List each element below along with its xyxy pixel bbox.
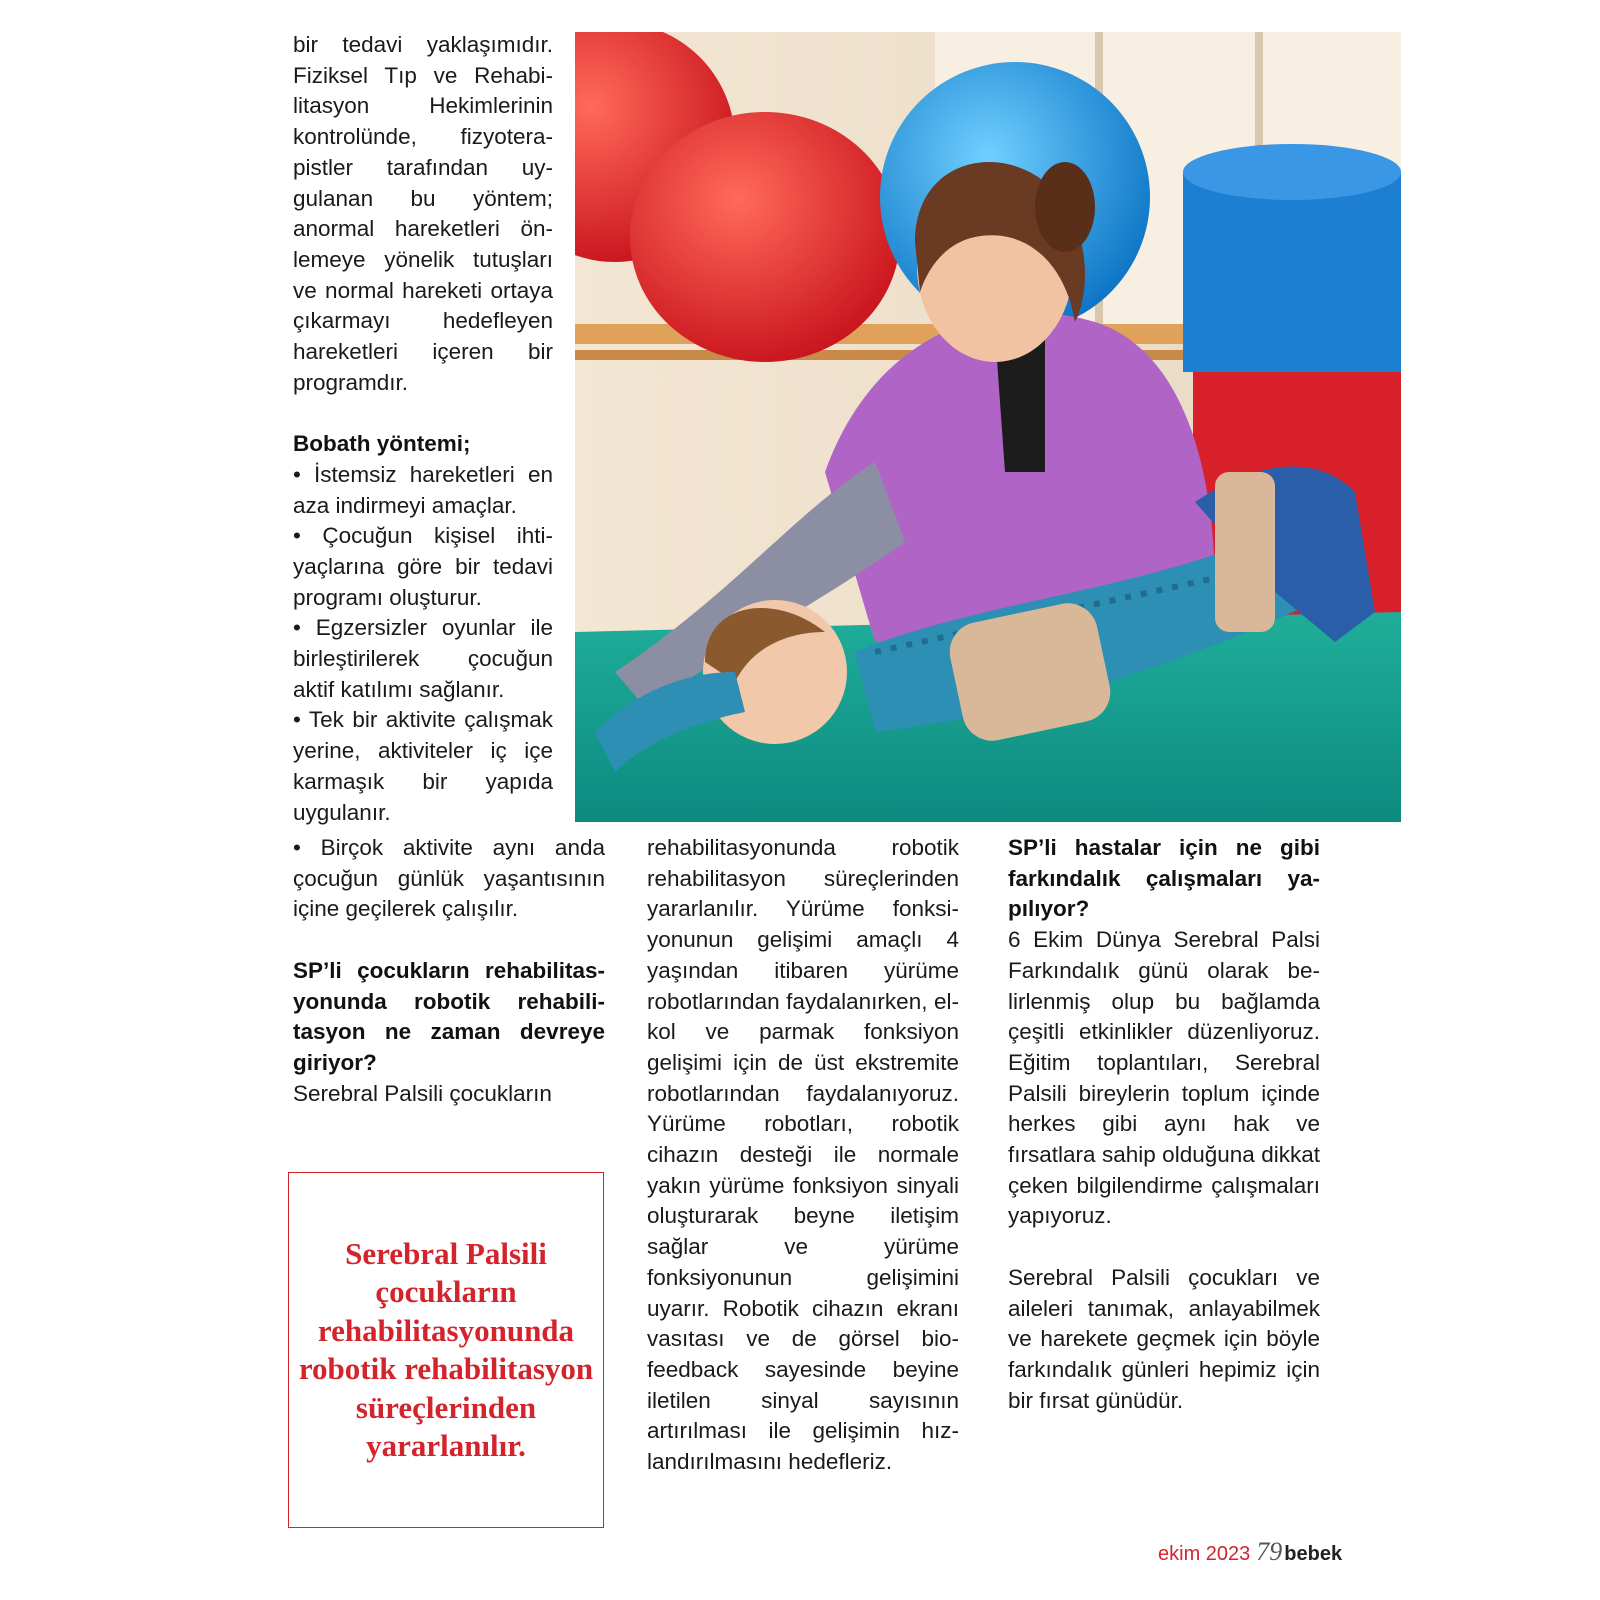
robotic-body: rehabilitasyonunda robotik rehabilitasyon süreçlerinden yararlanılır. Yürüme fonksiyonunun gelişimi amaçlı 4 yaşından itibaren yürüme robotlarından faydalanırken, el-kol ve parmak fonksiyon gelişimi için de üst ekstremite robotlarından faydalanıyoruz. Yürüme robotları, robotik cihazın desteği ile normale yakın yürüme fonksiyon sinyali oluşturarak beyne iletişim sağlar ve yürüme fonksiyonunun gelişimini uyarır. Robotik cihazın ekranı vasıtası ve de görsel bio-feedback sayesinde beyine iletilen sinyal sayısının artırılması ile gelişimin hızlandırılmasını hedefleriz. (647, 835, 959, 1475)
bobath-bullet: • İstemsiz hareketleri en aza indirmeyi amaçlar. (293, 461, 553, 518)
column-1-top (293, 30, 553, 828)
awareness-paragraph: Serebral Palsili çocukları ve aileleri tanımak, anlayabilmek ve harekete geçmek için böyle farkındalık günleri hepimiz için bir fırsat günüdür. (1008, 1264, 1320, 1413)
column-2 (647, 833, 959, 1478)
robotic-intro: Serebral Palsili çocukların (293, 1080, 552, 1106)
column-3 (1008, 833, 1320, 1416)
robotic-heading: SP’li çocukların rehabilitasyonunda robotik rehabilitasyon ne zaman devreye giriyor? (293, 957, 605, 1075)
bobath-bullet: • Çocuğun kişisel ihtiyaçlarına göre bir tedavi programı oluşturur. (293, 523, 553, 610)
therapy-photo (575, 32, 1401, 822)
page-footer (1158, 1537, 1342, 1567)
column-1-bottom (293, 833, 605, 1109)
intro-paragraph: bir tedavi yaklaşımıdır. Fiziksel Tıp ve Rehabilitasyon Hekimlerinin kontrolünde, fizyoterapistler tarafından uygulanan bu yöntem; anormal hareketleri önlemeye yönelik tutuşları ve normal hareketi ortaya çıkarmayı hedefleyen hareketleri içeren bir programdır. (293, 32, 553, 395)
issue-date: ekim 2023 (1158, 1543, 1251, 1565)
bobath-heading: Bobath yöntemi; (293, 431, 471, 457)
awareness-heading: SP’li hastalar için ne gibi farkındalık çalışmaları yapılıyor? (1008, 835, 1320, 922)
awareness-paragraph: 6 Ekim Dünya Serebral Palsi Farkındalık günü olarak belirlenmiş olup bu bağlamda çeşitli etkinlikler düzenliyoruz. Eğitim toplantıları, Serebral Palsili bireylerin toplum içinde herkes gibi aynı hak ve fırsatlara sahip olduğuna dikkat çeken bilgilendirme çalışmaları yapıyoruz. (1008, 927, 1320, 1229)
bobath-bullet: • Egzersizler oyunlar ile birleştirilerek çocuğun aktif katılımı sağlanır. (293, 615, 553, 702)
page-number: 79 (1256, 1537, 1283, 1566)
pull-quote-box (288, 1172, 604, 1528)
bobath-bullet: • Tek bir aktivite çalışmak yerine, aktiviteler iç içe karmaşık bir yapıda uygulanır. (293, 707, 553, 825)
magazine-brand: bebek (1284, 1543, 1343, 1565)
bobath-bullet: • Birçok aktivite aynı anda çocuğun günlük yaşantısının içine geçilerek çalışılır. (293, 835, 605, 922)
pull-quote-text: Serebral Palsili çocukların rehabilitasyonunda robotik rehabilitasyon süreçlerinden yararlanılır. (298, 1235, 594, 1463)
